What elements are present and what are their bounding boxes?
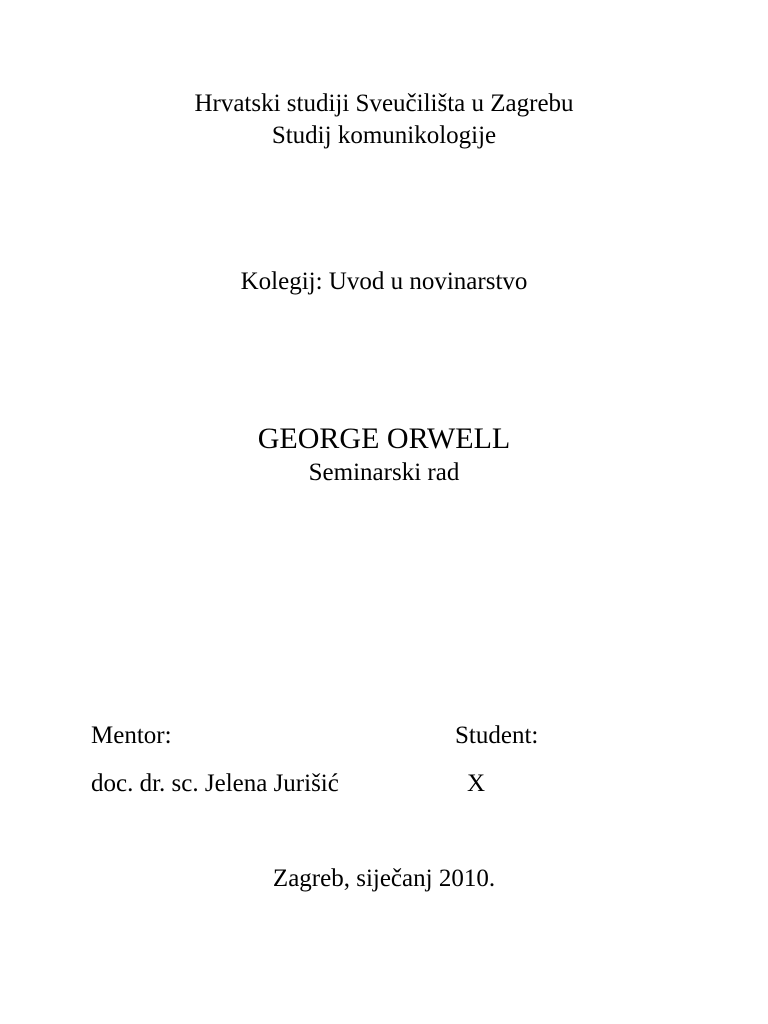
paper-subtitle: Seminarski rad <box>308 459 460 486</box>
institution-name: Hrvatski studiji Sveučilišta u Zagrebu <box>194 90 574 117</box>
mentor-label: Mentor: <box>91 722 172 749</box>
student-label: Student: <box>455 722 539 749</box>
paper-title: GEORGE ORWELL <box>257 422 511 455</box>
mentor-name: doc. dr. sc. Jelena Jurišić <box>91 770 339 797</box>
student-name: X <box>467 770 486 797</box>
study-program: Studij komunikologije <box>271 122 497 149</box>
place-and-date: Zagreb, siječanj 2010. <box>272 865 496 892</box>
course-name: Kolegij: Uvod u novinarstvo <box>240 268 528 295</box>
